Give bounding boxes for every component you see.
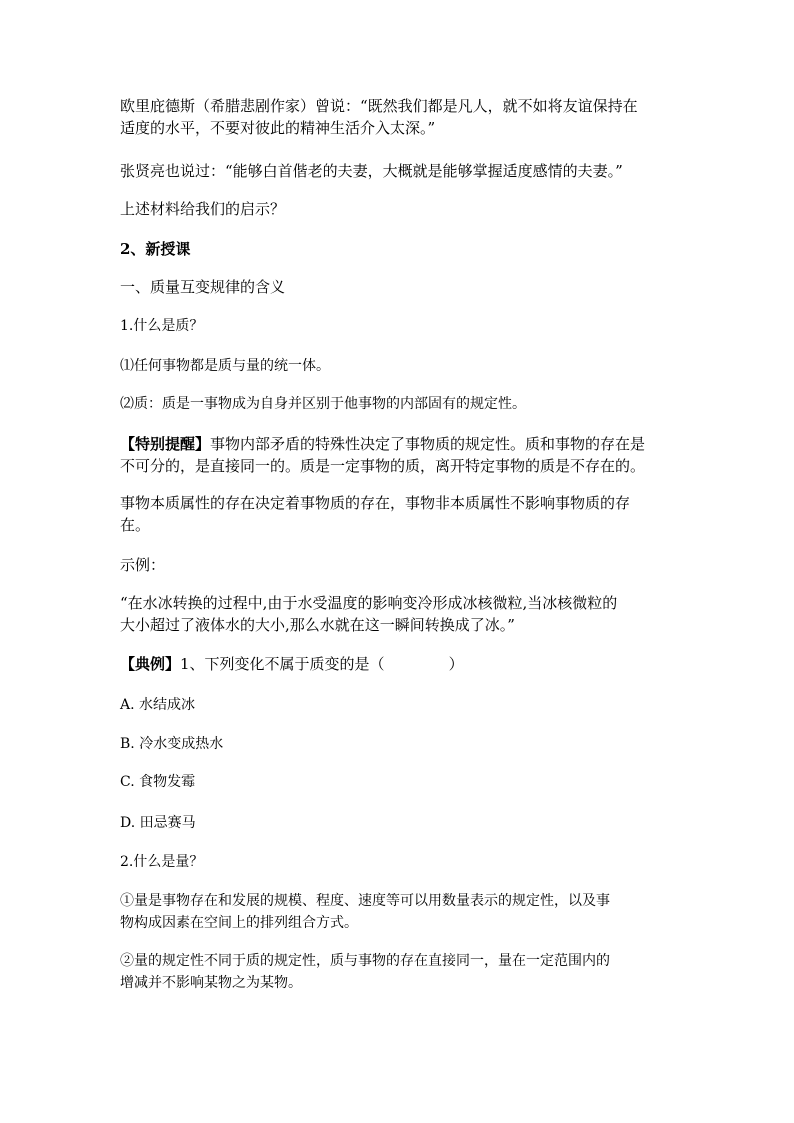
typical-close: ） — [448, 655, 464, 673]
reminder-line: 事物内部矛盾的特殊性决定了事物质的规定性。质和事物的存在是 — [210, 435, 646, 453]
typical-example-question — [120, 653, 680, 675]
essence-line: 事物本质属性的存在决定着事物质的存在，事物非本质属性不影响事物质的存 — [120, 494, 631, 512]
example-label: 示例： — [120, 556, 166, 574]
reminder-line: 不可分的，是直接同一的。质是一定事物的质，离开特定事物的质是不存在的。 — [120, 457, 646, 475]
option-a: A. 水结成冰 — [120, 697, 196, 713]
example-paragraph — [120, 592, 680, 636]
subsection-heading: 一、质量互变规律的含义 — [120, 278, 286, 296]
list-item: ⑵质：质是一事物成为自身并区别于他事物的内部固有的规定性。 — [120, 396, 526, 412]
typical-label: 【典例】 — [120, 655, 181, 673]
list-line: ②量的规定性不同于质的规定性，质与事物的存在直接同一，量在一定范围内的 — [120, 953, 610, 969]
essence-paragraph — [120, 492, 680, 536]
typical-question: 1、下列变化不属于质变的是（ — [180, 655, 385, 673]
quote-zhang: 张贤亮也说过：“能够白首偕老的夫妻，大概就是能够掌握适度感情的夫妻。” — [120, 162, 623, 180]
list-item — [120, 950, 680, 994]
question-text: 上述材料给我们的启示？ — [120, 200, 286, 218]
example-line: 大小超过了液体水的大小,那么水就在这一瞬间转换成了冰。” — [120, 616, 515, 634]
list-line: 物构成因素在空间上的排列组合方式。 — [120, 915, 358, 931]
option-c: C. 食物发霉 — [120, 774, 196, 790]
question-heading: 1.什么是质？ — [120, 318, 204, 334]
reminder-paragraph — [120, 433, 680, 477]
section-heading: 2、新授课 — [120, 240, 191, 258]
list-line: 增减并不影响某物之为某物。 — [120, 975, 302, 991]
essence-line: 在。 — [120, 516, 151, 534]
option-d: D. 田忌赛马 — [120, 815, 196, 831]
quote-line: 适度的水平，不要对彼此的精神生活介入太深。” — [120, 119, 436, 137]
list-item: ⑴任何事物都是质与量的统一体。 — [120, 358, 330, 374]
quote-euripides — [120, 95, 680, 139]
option-b: B. 冷水变成热水 — [120, 736, 224, 752]
reminder-label: 【特别提醒】 — [120, 435, 211, 453]
quote-line: 欧里庇德斯（希腊悲剧作家）曾说：“既然我们都是凡人，就不如将友谊保持在 — [120, 97, 638, 115]
list-item — [120, 890, 680, 934]
example-line: “在水冰转换的过程中,由于水受温度的影响变冷形成冰核微粒,当冰核微粒的 — [120, 594, 618, 612]
question-heading: 2.什么是量？ — [120, 854, 204, 870]
list-line: ①量是事物存在和发展的规模、程度、速度等可以用数量表示的规定性，以及事 — [120, 893, 610, 909]
